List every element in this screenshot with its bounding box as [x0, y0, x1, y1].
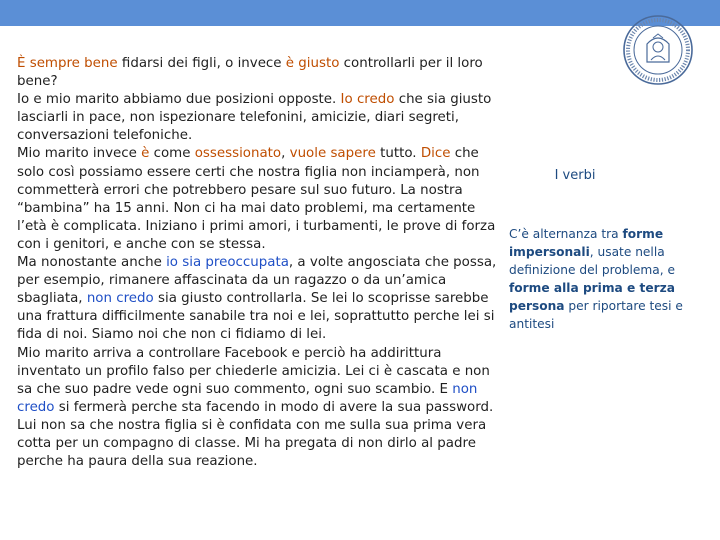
verb-highlight: è giusto [285, 56, 340, 71]
text-run: Mio marito arriva a controllare Facebook e perciò ha addirittura inventato un profilo falso per chiederle amicizia. Lei ci è cascata e non sa che suo padre vede ogni suo commento, ogni suo scambio. E [17, 345, 490, 397]
verb-highlight: non credo [86, 291, 154, 307]
text-run: , a volte angosciata che possa, per esempio, rimanere affascinata da un ragazzo o da un’amica sbagliata, [17, 255, 497, 307]
university-seal-icon [622, 14, 694, 86]
text-run: come [149, 146, 195, 162]
side-keyword: forme alla prima e terza persona [509, 281, 675, 314]
side-text-run: , usate nella definizione del problema, e [509, 245, 675, 278]
verb-highlight: Dice [420, 146, 451, 162]
text-run: Io e mio marito abbiamo due posizioni opposte. [17, 92, 341, 108]
text-run: Ma nonostante anche [17, 255, 167, 271]
verb-highlight: vuole sapere [289, 146, 376, 162]
text-run: si fermerà perche sta facendo in modo di avere la sua password. Lui non sa che nostra figlia si è confidata con me sulla sua prima vera cotta per un compagno di classe. Mi ha pregata di non dirlo al padre perche ha paura della sua reazione. [17, 399, 494, 470]
text-run: , [281, 146, 290, 162]
paragraph-3 [17, 145, 509, 254]
text-run: tutto. [375, 146, 421, 162]
text-run: Mio marito invece [17, 146, 142, 162]
verb-highlight: È sempre bene [17, 56, 118, 71]
side-text-run: per riportare tesi e antitesi [509, 299, 683, 332]
text-run: sia giusto controllarla. Se lei lo scoprisse sarebbe una frattura difficilmente sanabile tra noi e lei, soprattutto perche lei si fida di noi. Siamo noi che non ci fidiamo di lei. [17, 291, 495, 343]
verb-highlight: è [141, 146, 150, 162]
letter-text [17, 55, 509, 471]
text-run: controllarli per il loro bene? [17, 56, 483, 90]
text-run: che solo così possiamo essere certi che nostra figlia non inciamperà, non commetterà errori che potrebbero pesare sul suo futuro. La nostra “bambina” ha 15 anni. Non ci ha mai dato problemi, ma certamente l’età è complicata. Iniziano i primi amori, i turbamenti, le prove di forza con i genitori, e anche con se stessa. [17, 146, 496, 252]
verb-highlight: Io credo [340, 92, 395, 108]
paragraph-5 [17, 345, 509, 472]
verb-highlight: io sia preoccupata [166, 255, 289, 271]
text-run: fidarsi dei figli, o invece [117, 56, 286, 71]
side-note [509, 225, 709, 334]
side-text-run: C’è alternanza tra [509, 227, 623, 241]
paragraph-2 [17, 91, 509, 145]
header-bar [0, 0, 720, 26]
side-title: I verbi [554, 168, 596, 183]
side-keyword: forme impersonali [509, 227, 664, 260]
text-run: che sia giusto lasciarli in pace, non ispezionare telefonini, amicizie, diari segreti, conversazioni telefoniche. [17, 92, 492, 144]
verb-highlight: ossessionato [194, 146, 282, 162]
paragraph-1 [17, 55, 509, 91]
verb-highlight: non credo [17, 381, 478, 415]
paragraph-4 [17, 254, 509, 344]
